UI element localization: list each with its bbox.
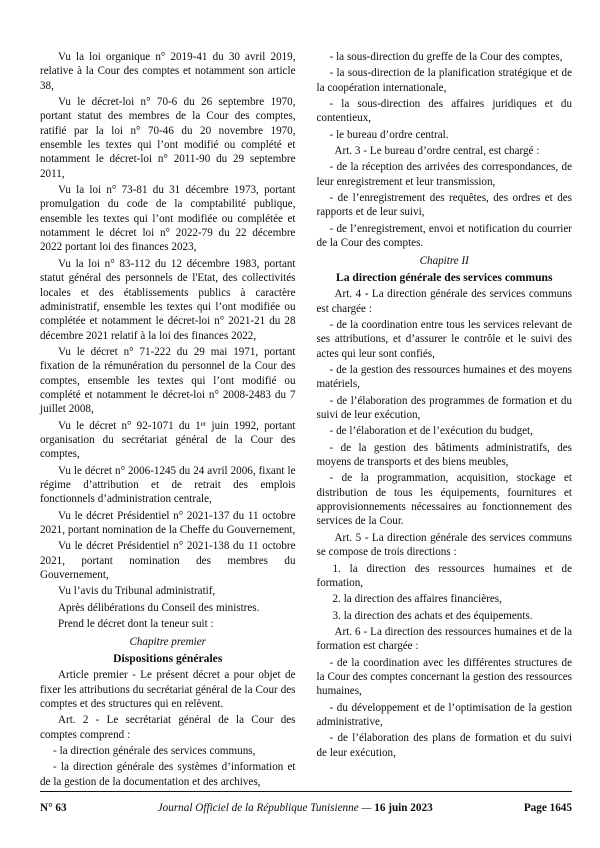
decret-92-1071-prefix: Vu le décret n° 92-1071 du 1 xyxy=(58,419,201,432)
list-item-art4-programmation: - de la programmation, acquisition, stockage et distribution de tous les équipements, fournitures et approvisionnements nécessaires au fonctionnement des services de la Cour. xyxy=(316,472,572,528)
paragraph-art-3: Art. 3 - Le bureau d’ordre central, est chargé : xyxy=(334,145,540,158)
list-item-art5-direction-1: 1. la direction des ressources humaines et de formation, xyxy=(316,562,572,589)
list-item-art2-bureau-ordre: - le bureau d’ordre central. xyxy=(329,128,449,141)
paragraph-vu-avis-tribunal: Vu l’avis du Tribunal administratif, xyxy=(58,585,216,598)
list-item-art2-services-communs: - la direction générale des services communs, xyxy=(53,744,256,757)
ordinal-suffix: er xyxy=(200,418,207,428)
paragraph-article-premier: Article premier - Le présent décret a pour objet de fixer les attributions du secrétariat général de la Cour des comptes et des structures qui en relèvent. xyxy=(40,669,296,710)
paragraph-prend-le-decret: Prend le décret dont la teneur suit : xyxy=(58,618,214,631)
right-column xyxy=(317,50,573,762)
list-item-art2-greffe: - la sous-direction du greffe de la Cour des comptes, xyxy=(329,51,563,63)
paragraph-vu-loi-73-81: Vu la loi n° 73-81 du 31 décembre 1973, portant promulgation du code de la comptabilité publique, ensemble les textes qui l’ont modifiée ou complétée et notamment le décret loi n° 2022-79 du 22 décembre 2022 portant loi des finances 2023, xyxy=(40,184,296,254)
footer-publication-date: 16 juin 2023 xyxy=(374,802,433,814)
list-item-art2-affaires-juridiques: - la sous-direction des affaires juridiques et du contentieux, xyxy=(316,98,572,125)
paragraph-vu-decret-loi-70-6: Vu le décret-loi n° 70-6 du 26 septembre 1970, portant statut des membres de la Cour des comptes, ratifié par la loi n° 70-46 du 20 novembre 1970, ensemble les textes qui l’ont modifié ou complété et notamment le décret-loi n° 2011-90 du 29 septembre 2011, xyxy=(40,96,296,180)
section-heading-direction-generale: La direction générale des services communs xyxy=(336,270,553,284)
list-item-art5-direction-3: 3. la direction des achats et des équipements. xyxy=(332,609,533,622)
paragraph-vu-decret-2021-138: Vu le décret Présidentiel n° 2021-138 du 11 octobre 2021, portant nomination des membres du Gouvernement, xyxy=(40,540,296,582)
list-item-art4-coordination: - de la coordination entre tous les services relevant de ses attributions, et d’assurer le contrôle et le suivi des actes qui leur sont confiés, xyxy=(316,319,572,360)
chapter-heading-premier: Chapitre premier xyxy=(129,635,207,648)
list-item-art4-budget: - de l’élaboration et de l’exécution du budget, xyxy=(329,425,533,438)
left-column xyxy=(40,50,296,788)
footer-publication-title xyxy=(67,800,524,816)
list-item-art4-batiments: - de la gestion des bâtiments administratifs, des moyens de transports et des biens meubles, xyxy=(316,441,572,469)
decret-92-1071-suffix: juin 1992, portant organisation du secrétariat général de la Cour des comptes, xyxy=(40,419,296,461)
list-item-art4-ressources-humaines: - de la gestion des ressources humaines et des moyens matériels, xyxy=(316,364,572,391)
paragraph-apres-deliberations: Après délibérations du Conseil des ministres. xyxy=(58,601,260,614)
chapter-heading-ii: Chapitre II xyxy=(419,254,469,267)
paragraph-vu-decret-92-1071 xyxy=(40,419,296,462)
footer-page-number: Page 1645 xyxy=(523,802,572,814)
list-item-art3-enregistrement-envoi: - de l’enregistrement, envoi et notification du courrier de la Cour des comptes. xyxy=(316,222,572,250)
paragraph-art-6: Art. 6 - La direction des ressources humaines et de la formation est chargée : xyxy=(316,625,572,653)
paragraph-vu-decret-2006-1245: Vu le décret n° 2006-1245 du 24 avril 2006, fixant le régime d’attribution et de retrait des emplois fonctionnels d’administration centrale, xyxy=(40,464,296,506)
list-item-art5-direction-2: 2. la direction des affaires financières, xyxy=(332,593,502,606)
page-footer xyxy=(40,798,572,818)
paragraph-vu-loi-83-112: Vu la loi n° 83-112 du 12 décembre 1983, portant statut général des personnels de l'Etat, des collectivités locales et des établissements publics à caractère administratif, ensemble les textes qui l’ont modifiée ou complétée et notamment le décret-loi n° 2021-21 du 28 décembre 2021 relatif à la loi des finances 2022, xyxy=(40,257,296,342)
two-column-body xyxy=(40,50,572,788)
list-item-art2-systemes-information: - la direction générale des systèmes d’information et de la gestion de la documentation et des archives, xyxy=(40,761,296,788)
paragraph-vu-loi-organique: Vu la loi organique n° 2019-41 du 30 avril 2019, relative à la Cour des comptes et notamment son article 38, xyxy=(40,51,296,92)
paragraph-art-2: Art. 2 - Le secrétariat général de la Cour des comptes comprend : xyxy=(40,714,296,741)
paragraph-art-4: Art. 4 - La direction générale des services communs est chargée : xyxy=(316,288,572,315)
list-item-art2-planification: - la sous-direction de la planification stratégique et de la coopération internationale, xyxy=(316,67,572,94)
paragraph-vu-decret-71-222: Vu le décret n° 71-222 du 29 mai 1971, portant fixation de la rémunération du personnel de la Cour des comptes, ensemble les textes qui l’ont modifié ou complété et notamment le décret-loi n° 2008-2483 du 7 juillet 2008, xyxy=(40,345,296,416)
footer-publication-name: Journal Officiel de la République Tunisienne — xyxy=(157,802,375,814)
paragraph-art-5: Art. 5 - La direction générale des services communs se compose de trois directions : xyxy=(316,531,572,559)
list-item-art4-programmes-formation: - de l’élaboration des programmes de formation et du suivi de leur exécution, xyxy=(316,394,572,422)
list-item-art6-plans-formation: - de l’élaboration des plans de formation et du suivi de leur exécution, xyxy=(316,732,572,759)
section-heading-dispositions-generales: Dispositions générales xyxy=(113,651,223,665)
footer-issue-number: N° 63 xyxy=(40,802,67,814)
footer-divider xyxy=(40,791,572,792)
list-item-art6-developpement: - du développement et de l’optimisation de la gestion administrative, xyxy=(316,701,572,728)
list-item-art3-reception: - de la réception des arrivées des correspondances, de leur enregistrement et leur transmission, xyxy=(316,161,572,188)
list-item-art3-enregistrement-requetes: - de l’enregistrement des requêtes, des ordres et des rapports et de leur suivi, xyxy=(316,192,572,219)
paragraph-vu-decret-2021-137: Vu le décret Présidentiel n° 2021-137 du 11 octobre 2021, portant nomination de la Cheffe du Gouvernement, xyxy=(40,509,296,536)
list-item-art6-coordination: - de la coordination avec les différentes structures de la Cour des comptes concernant la gestion des ressources humaines, xyxy=(316,656,572,698)
